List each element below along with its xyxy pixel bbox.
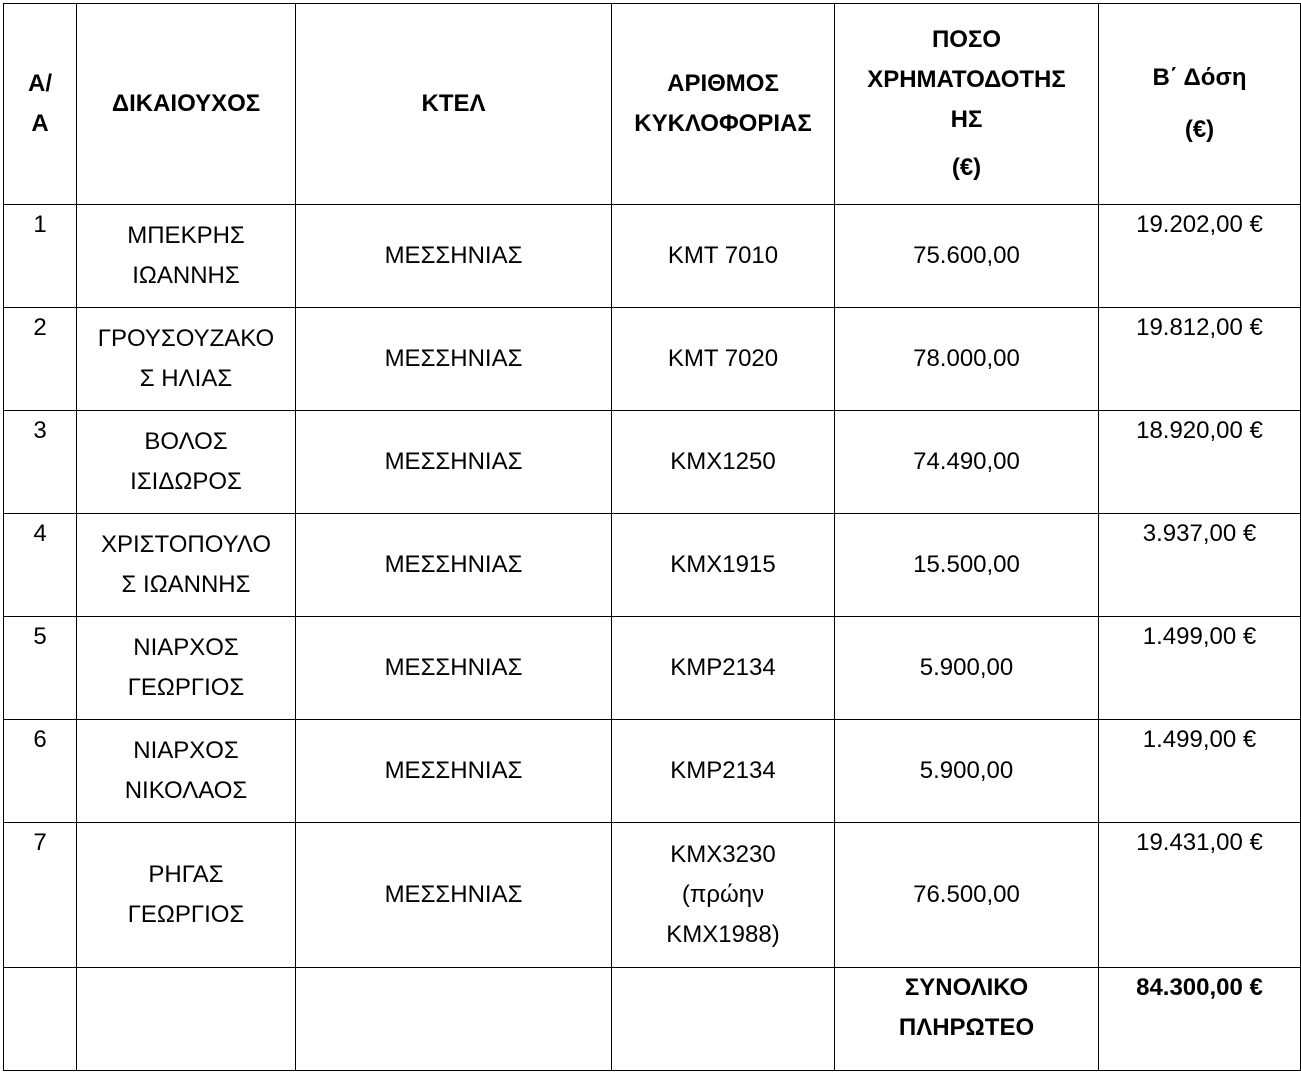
ktel-cell: ΜΕΣΣΗΝΙΑΣ bbox=[296, 617, 612, 720]
ktel-cell: ΜΕΣΣΗΝΙΑΣ bbox=[296, 411, 612, 514]
dose-cell: 1.499,00 € bbox=[1099, 617, 1301, 720]
row-number: 4 bbox=[4, 514, 77, 617]
header-row bbox=[4, 4, 1301, 205]
table-row bbox=[4, 411, 1301, 514]
dose-cell: 19.812,00 € bbox=[1099, 308, 1301, 411]
ktel-cell: ΜΕΣΣΗΝΙΑΣ bbox=[296, 823, 612, 968]
row-number: 2 bbox=[4, 308, 77, 411]
beneficiary-cell: ΒΟΛΟΣ ΙΣΙΔΩΡΟΣ bbox=[77, 411, 296, 514]
beneficiary-cell: ΜΠΕΚΡΗΣ ΙΩΑΝΝΗΣ bbox=[77, 205, 296, 308]
row-number: 7 bbox=[4, 823, 77, 968]
row-number: 5 bbox=[4, 617, 77, 720]
plate-cell: ΚΜΧ3230 (πρώην ΚΜΧ1988) bbox=[612, 823, 835, 968]
empty-cell bbox=[612, 968, 835, 1071]
empty-cell bbox=[77, 968, 296, 1071]
funding-cell: 15.500,00 bbox=[835, 514, 1099, 617]
table-row bbox=[4, 514, 1301, 617]
header-dose: Β΄ Δόση (€) bbox=[1099, 4, 1301, 205]
plate-cell: ΚΜΧ1915 bbox=[612, 514, 835, 617]
dose-cell: 3.937,00 € bbox=[1099, 514, 1301, 617]
dose-cell: 18.920,00 € bbox=[1099, 411, 1301, 514]
plate-cell: ΚΜΤ 7020 bbox=[612, 308, 835, 411]
total-sum: 84.300,00 € bbox=[1099, 968, 1301, 1071]
row-number: 6 bbox=[4, 720, 77, 823]
empty-cell bbox=[296, 968, 612, 1071]
plate-cell: ΚΜΡ2134 bbox=[612, 617, 835, 720]
table-row bbox=[4, 823, 1301, 968]
payment-table bbox=[3, 3, 1301, 1071]
plate-cell: ΚΜΧ1250 bbox=[612, 411, 835, 514]
header-plate: ΑΡΙΘΜΟΣ ΚΥΚΛΟΦΟΡΙΑΣ bbox=[612, 4, 835, 205]
funding-cell: 5.900,00 bbox=[835, 617, 1099, 720]
beneficiary-cell: ΧΡΙΣΤΟΠΟΥΛΟ Σ ΙΩΑΝΝΗΣ bbox=[77, 514, 296, 617]
table-row bbox=[4, 720, 1301, 823]
beneficiary-cell: ΝΙΑΡΧΟΣ ΝΙΚΟΛΑΟΣ bbox=[77, 720, 296, 823]
funding-cell: 76.500,00 bbox=[835, 823, 1099, 968]
dose-cell: 19.431,00 € bbox=[1099, 823, 1301, 968]
table-row bbox=[4, 308, 1301, 411]
plate-cell: ΚΜΡ2134 bbox=[612, 720, 835, 823]
header-aa: Α/ Α bbox=[4, 4, 77, 205]
funding-cell: 78.000,00 bbox=[835, 308, 1099, 411]
beneficiary-cell: ΝΙΑΡΧΟΣ ΓΕΩΡΓΙΟΣ bbox=[77, 617, 296, 720]
ktel-cell: ΜΕΣΣΗΝΙΑΣ bbox=[296, 720, 612, 823]
dose-cell: 19.202,00 € bbox=[1099, 205, 1301, 308]
ktel-cell: ΜΕΣΣΗΝΙΑΣ bbox=[296, 308, 612, 411]
ktel-cell: ΜΕΣΣΗΝΙΑΣ bbox=[296, 514, 612, 617]
funding-cell: 74.490,00 bbox=[835, 411, 1099, 514]
row-number: 3 bbox=[4, 411, 77, 514]
row-number: 1 bbox=[4, 205, 77, 308]
funding-cell: 75.600,00 bbox=[835, 205, 1099, 308]
total-row bbox=[4, 968, 1301, 1071]
beneficiary-cell: ΓΡΟΥΣΟΥΖΑΚΟ Σ ΗΛΙΑΣ bbox=[77, 308, 296, 411]
dose-cell: 1.499,00 € bbox=[1099, 720, 1301, 823]
table-row bbox=[4, 617, 1301, 720]
beneficiary-cell: ΡΗΓΑΣ ΓΕΩΡΓΙΟΣ bbox=[77, 823, 296, 968]
table-row bbox=[4, 205, 1301, 308]
empty-cell bbox=[4, 968, 77, 1071]
ktel-cell: ΜΕΣΣΗΝΙΑΣ bbox=[296, 205, 612, 308]
header-funding: ΠΟΣΟ ΧΡΗΜΑΤΟΔΟΤΗΣ ΗΣ (€) bbox=[835, 4, 1099, 205]
funding-cell: 5.900,00 bbox=[835, 720, 1099, 823]
total-label: ΣΥΝΟΛΙΚΟ ΠΛΗΡΩΤΕΟ bbox=[835, 968, 1099, 1071]
header-beneficiary: ΔΙΚΑΙΟΥΧΟΣ bbox=[77, 4, 296, 205]
header-ktel: ΚΤΕΛ bbox=[296, 4, 612, 205]
plate-cell: ΚΜΤ 7010 bbox=[612, 205, 835, 308]
